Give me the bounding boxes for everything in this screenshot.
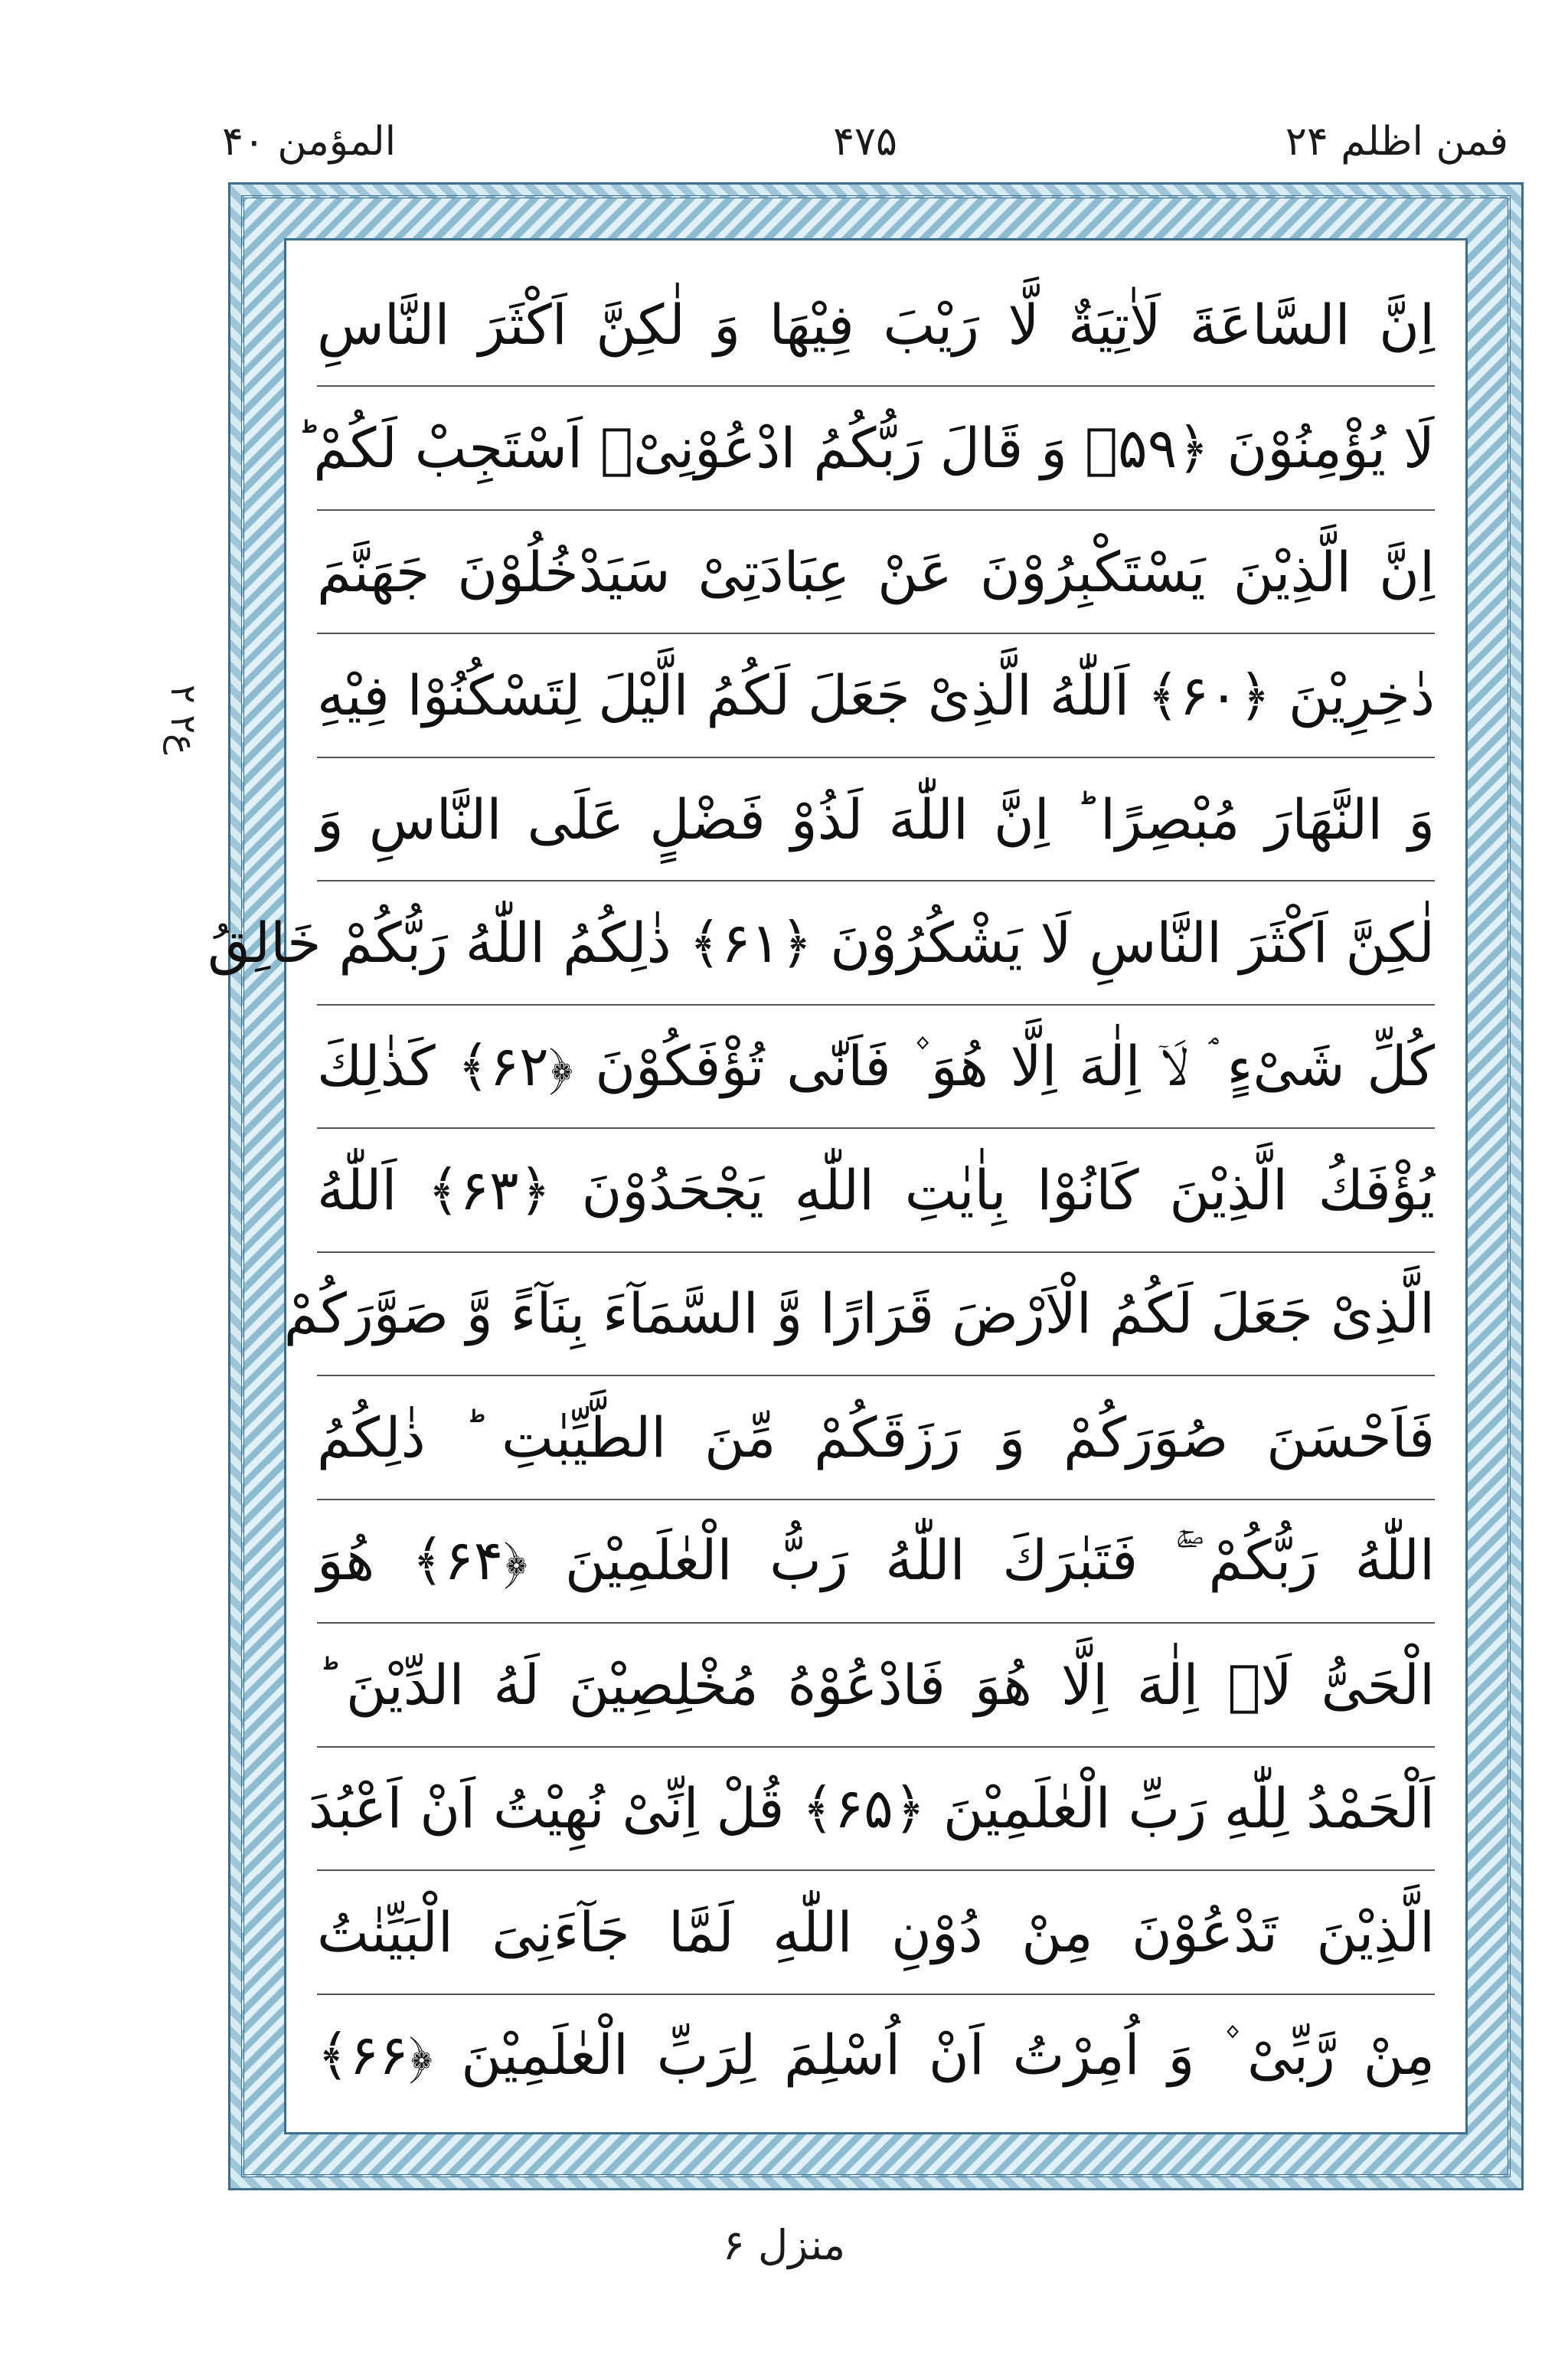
text-line-content: فَاَحْسَنَ صُوَرَكُمْ وَ رَزَقَكُمْ مِّنَ الطَّیِّبٰتِ ؕ ذٰلِكُمُ: [317, 1405, 1435, 1470]
text-line-content: وَ النَّهَارَ مُبْصِرًا ؕ اِنَّ اللّٰهَ لَذُوْ فَضْلٍ عَلَى النَّاسِ وَ: [317, 787, 1435, 852]
text-line: [317, 1006, 1435, 1129]
page-number: ۴۷۵: [833, 119, 897, 165]
text-line-content: اَلْحَمْدُ لِلّٰهِ رَبِّ الْعٰلَمِیْنَ ﴿۶۵﴾ قُلْ اِنِّیْ نُهِیْتُ اَنْ اَعْبُدَ: [308, 1776, 1435, 1841]
surah-name: المؤمن ۴۰: [222, 119, 397, 165]
text-line: [207, 881, 1435, 1005]
ruku-marker: [157, 659, 211, 781]
text-line: [317, 1129, 1435, 1252]
text-line: [317, 634, 1435, 757]
text-line: [317, 511, 1435, 634]
text-line: [317, 1376, 1435, 1500]
ornamental-border-inner: [207, 195, 1511, 2177]
text-line-content: كُلِّ شَیْءٍ ۘ لَاۤ اِلٰهَ اِلَّا هُوَ ۫ فَاَنّٰى تُؤْفَكُوْنَ ﴿۶۲﴾ كَذٰلِكَ: [317, 1033, 1435, 1098]
text-line: [317, 1500, 1435, 1624]
ruku-marker-text: ع۲ ۲: [163, 685, 204, 755]
text-line-content: الَّذِیْنَ تَدْعُوْنَ مِنْ دُوْنِ اللّٰهِ لَمَّا جَآءَنِیَ الْبَیِّنٰتُ: [317, 1899, 1435, 1964]
text-line-content: مِنْ رَّبِّیْ ۫ وَ اُمِرْتُ اَنْ اُسْلِمَ لِرَبِّ الْعٰلَمِیْنَ ﴿۶۶﴾: [317, 2023, 1435, 2088]
text-line-content: اللّٰهُ رَبُّكُمْ ۚۖ فَتَبٰرَكَ اللّٰهُ رَبُّ الْعٰلَمِیْنَ ﴿۶۴﴾ هُوَ: [317, 1528, 1435, 1593]
manzil-footer: منزل ۶: [722, 2221, 846, 2269]
juz-name: فمن اظلم ۲۴: [1285, 119, 1508, 165]
text-line: [317, 1624, 1435, 1747]
text-line: [317, 758, 1435, 881]
text-line-content: اِنَّ السَّاعَةَ لَاٰتِیَةٌ لَّا رَیْبَ فِیْهَا وَ لٰكِنَّ اَكْثَرَ النَّاسِ: [317, 292, 1435, 357]
text-line-content: الْحَیُّ لَاۤ اِلٰهَ اِلَّا هُوَ فَادْعُوْهُ مُخْلِصِیْنَ لَهُ الدِّیْنَ ؕ: [317, 1652, 1435, 1717]
ornamental-border: [207, 182, 1524, 2190]
text-line-content: لٰكِنَّ اَكْثَرَ النَّاسِ لَا یَشْكُرُوْنَ ﴿۶۱﴾ ذٰلِكُمُ اللّٰهُ رَبُّكُمْ خَالِقُ: [207, 911, 1435, 976]
text-line: [317, 1871, 1435, 1994]
text-line-content: دٰخِرِیْنَ ﴿۶۰﴾ اَللّٰهُ الَّذِیْ جَعَلَ لَكُمُ الَّیْلَ لِتَسْكُنُوْا فِیْهِ: [317, 663, 1436, 728]
text-line-content: یُؤْفَكُ الَّذِیْنَ كَانُوْا بِاٰیٰتِ اللّٰهِ یَجْحَدُوْنَ ﴿۶۳﴾ اَللّٰهُ: [317, 1158, 1435, 1223]
page-header: [222, 107, 1508, 191]
text-line: [283, 1253, 1435, 1376]
text-line-content: لَا یُؤْمِنُوْنَ ﴿۵۹﴾ وَ قَالَ رَبُّكُمُ ادْعُوْنِیْۤ اَسْتَجِبْ لَكُمْ ؕ: [296, 416, 1435, 481]
text-line-content: الَّذِیْ جَعَلَ لَكُمُ الْاَرْضَ قَرَارًا وَّ السَّمَآءَ بِنَآءً وَّ صَوَّرَكُمْ: [283, 1281, 1435, 1346]
text-line: [296, 387, 1435, 510]
text-block: [207, 238, 1468, 2134]
text-line: [317, 1995, 1435, 2117]
text-line: [308, 1748, 1435, 1871]
text-line-content: اِنَّ الَّذِیْنَ یَسْتَكْبِرُوْنَ عَنْ عِبَادَتِیْ سَیَدْخُلُوْنَ جَهَنَّمَ: [317, 539, 1435, 604]
text-line: [317, 263, 1435, 387]
